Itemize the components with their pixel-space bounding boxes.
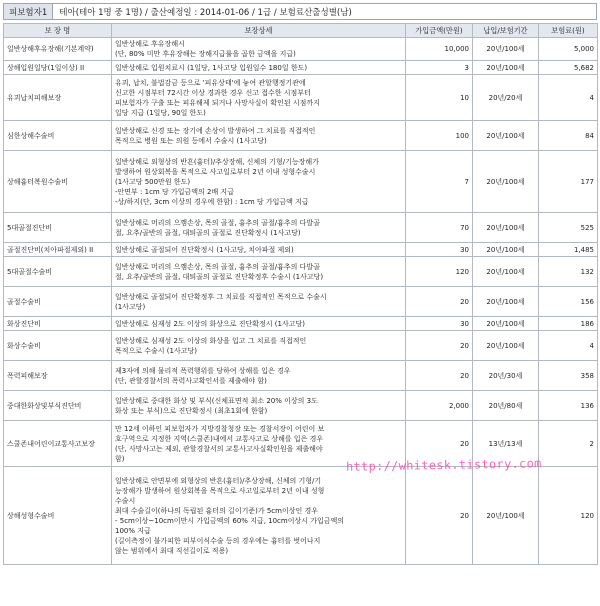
coverage-period: 20년/100세 xyxy=(473,317,539,331)
coverage-name: 5대골절수술비 xyxy=(4,257,112,287)
coverage-detail-line: 신고한 시점부터 72시간 이상 경과한 경우 신고 접수한 시점부터 xyxy=(115,88,311,97)
header-premium: 보험료(원) xyxy=(539,24,598,38)
coverage-name: 스쿨존내어린이교통사고보장 xyxy=(4,421,112,467)
coverage-name: 심한상해수술비 xyxy=(4,121,112,151)
coverage-amount: 20 xyxy=(406,467,473,565)
coverage-detail xyxy=(112,361,406,391)
coverage-name: 화상수술비 xyxy=(4,331,112,361)
coverage-amount: 100 xyxy=(406,121,473,151)
coverage-detail-line: (1사고당 500만원 한도) xyxy=(115,177,191,186)
coverage-detail-line: 일반상해로 안면부에 외형상의 반흔(흉터)/추상장해, 신체의 기형/기 xyxy=(115,476,322,485)
coverage-period: 13년/13세 xyxy=(473,421,539,467)
coverage-detail-line: 일반상해로 입원치료시 (1일당, 1사고당 입원일수 180일 한도) xyxy=(115,63,308,72)
coverage-detail-line: 유괴, 납치, 불법감금 등으로 '피유상태'에 놓여 관할행정기관에 xyxy=(115,78,306,87)
coverage-detail-line: 호구역으로 지정한 지역(스쿨존)내에서 교통사고로 상해를 입은 경우 xyxy=(115,434,324,443)
coverage-amount: 10 xyxy=(406,75,473,121)
coverage-detail xyxy=(112,317,406,331)
table-row xyxy=(4,391,598,421)
coverage-premium: 5,682 xyxy=(539,61,598,75)
table-row xyxy=(4,257,598,287)
coverage-period: 20년/100세 xyxy=(473,257,539,287)
coverage-detail xyxy=(112,243,406,257)
table-row xyxy=(4,213,598,243)
header-amount: 가입금액(만원) xyxy=(406,24,473,38)
coverage-detail-line: 일반상해로 머리의 으깸손상, 목의 골절, 흉추의 골절/흉추의 다발골 xyxy=(115,218,320,227)
coverage-premium: 4 xyxy=(539,75,598,121)
coverage-amount: 20 xyxy=(406,421,473,467)
coverage-detail xyxy=(112,121,406,151)
table-row xyxy=(4,61,598,75)
coverage-table xyxy=(3,23,598,565)
table-row xyxy=(4,38,598,61)
table-row xyxy=(4,361,598,391)
coverage-detail-line: 일반상해로 머리의 으깸손상, 목의 골절, 흉추의 골절/흉추의 다발골 xyxy=(115,262,320,271)
coverage-premium: 358 xyxy=(539,361,598,391)
coverage-period: 20년/80세 xyxy=(473,391,539,421)
coverage-detail-line: 목적으로 병원 또는 의원 등에서 수술시 (1사고당) xyxy=(115,136,267,145)
coverage-detail-line: 일반상해로 신경 또는 장기에 손상이 발생하여 그 치료를 직접적인 xyxy=(115,126,316,135)
coverage-premium: 136 xyxy=(539,391,598,421)
coverage-amount: 30 xyxy=(406,317,473,331)
coverage-detail-line: 않는 범위에서 최대 직선길이로 적용) xyxy=(115,546,229,555)
coverage-premium: 132 xyxy=(539,257,598,287)
coverage-detail xyxy=(112,213,406,243)
coverage-amount: 70 xyxy=(406,213,473,243)
coverage-amount: 10,000 xyxy=(406,38,473,61)
coverage-detail-line: 화상 또는 부식)으로 진단확정시 (최초1회에 한함) xyxy=(115,406,268,415)
coverage-name: 화상진단비 xyxy=(4,317,112,331)
coverage-detail-line: 일당 지급 (1일당, 90일 한도) xyxy=(115,108,206,117)
coverage-amount: 2,000 xyxy=(406,391,473,421)
coverage-detail xyxy=(112,467,406,565)
table-row xyxy=(4,243,598,257)
coverage-premium: 156 xyxy=(539,287,598,317)
coverage-premium: 84 xyxy=(539,121,598,151)
table-row xyxy=(4,287,598,317)
coverage-period: 20년/100세 xyxy=(473,243,539,257)
insured-info: 테아(테아 1명 중 1명) / 출산예정일 : 2014-01-06 / 1급 / 보험료산출성별(남) xyxy=(59,7,352,18)
table-row xyxy=(4,75,598,121)
coverage-name: 골절수술비 xyxy=(4,287,112,317)
coverage-detail xyxy=(112,287,406,317)
coverage-amount: 20 xyxy=(406,361,473,391)
coverage-detail-line: -안면부 : 1cm 당 가입금액의 2배 지급 xyxy=(115,187,234,196)
coverage-name: 골절진단비(치아파절제외) II xyxy=(4,243,112,257)
header-period: 납입/보험기간 xyxy=(473,24,539,38)
coverage-detail-line: 일반상해로 후유장해시 xyxy=(115,40,185,48)
header-coverage-detail: 보장상세 xyxy=(112,24,406,38)
coverage-name: 5대골절진단비 xyxy=(4,213,112,243)
coverage-detail xyxy=(112,38,406,61)
coverage-detail xyxy=(112,151,406,213)
table-header-row xyxy=(4,24,598,38)
coverage-premium: 120 xyxy=(539,467,598,565)
coverage-name: 유괴납치피해보장 xyxy=(4,75,112,121)
coverage-period: 20년/20세 xyxy=(473,75,539,121)
coverage-amount: 7 xyxy=(406,151,473,213)
coverage-detail-line: 만 12세 이하인 피보험자가 지방경찰청장 또는 경찰서장이 어린이 보 xyxy=(115,424,325,433)
coverage-amount: 20 xyxy=(406,287,473,317)
coverage-detail xyxy=(112,391,406,421)
coverage-name: 중대한화상및부식진단비 xyxy=(4,391,112,421)
coverage-detail-line: (단, 사망사고는 제외, 관할경찰서의 교통사고사실확인원을 제출해야 xyxy=(115,444,323,453)
table-row xyxy=(4,331,598,361)
coverage-premium: 186 xyxy=(539,317,598,331)
coverage-period: 20년/100세 xyxy=(473,121,539,151)
coverage-period: 20년/100세 xyxy=(473,467,539,565)
coverage-name: 폭력피해보장 xyxy=(4,361,112,391)
coverage-detail-line: (단, 관할경찰서의 폭력사고확인서를 제출해야 함) xyxy=(115,376,267,385)
coverage-detail-line: 절, 요추/골반의 골절, 대퇴골의 골절로 진단확정시 (1사고당) xyxy=(115,228,301,237)
coverage-premium: 4 xyxy=(539,331,598,361)
coverage-premium: 177 xyxy=(539,151,598,213)
coverage-detail-line: 최대 수술길이(하나의 독립된 흉터의 길이기준)가 5cm이상인 경우 xyxy=(115,506,318,515)
coverage-detail-line: 일반상해로 골절되어 진단확정시 (1사고당, 치아파절 제외) xyxy=(115,245,294,254)
coverage-detail-line: (단, 80% 미만 후유장해는 장해지급률을 곱한 금액을 지급) xyxy=(115,50,296,58)
table-row xyxy=(4,121,598,151)
coverage-period: 20년/100세 xyxy=(473,151,539,213)
coverage-premium: 2 xyxy=(539,421,598,467)
coverage-amount: 30 xyxy=(406,243,473,257)
coverage-name: 상해입원일당(1일이상) II xyxy=(4,61,112,75)
coverage-period: 20년/100세 xyxy=(473,331,539,361)
coverage-detail-line: 제3자에 의해 물리적 폭력행위를 당하여 상해를 입은 경우 xyxy=(115,366,291,375)
coverage-period: 20년/100세 xyxy=(473,287,539,317)
insured-label: 피보험자1 xyxy=(4,4,53,19)
coverage-detail-line: - 5cm이상~10cm이만시 가입금액의 60% 지급, 10cm이상시 가입금액의 xyxy=(115,516,345,525)
coverage-detail-line: 피보험자가 구출 또는 피유해제 되거나 사망사실이 확인된 시점까지 xyxy=(115,98,320,107)
watermark-url: http://whitesk.tistory.com xyxy=(345,456,542,474)
coverage-period: 20년/30세 xyxy=(473,361,539,391)
insured-info-bar xyxy=(3,3,597,20)
coverage-amount: 120 xyxy=(406,257,473,287)
coverage-detail xyxy=(112,331,406,361)
coverage-period: 20년/100세 xyxy=(473,61,539,75)
table-row xyxy=(4,151,598,213)
coverage-detail xyxy=(112,61,406,75)
coverage-detail-line: 일반상해로 외형상의 반흔(흉터)/추상장해, 신체의 기형/기능장해가 xyxy=(115,157,319,166)
coverage-detail-line: 목적으로 수술시 (1사고당) xyxy=(115,346,197,355)
coverage-premium: 1,485 xyxy=(539,243,598,257)
coverage-detail-line: 100% 지급 xyxy=(115,526,151,535)
coverage-detail xyxy=(112,257,406,287)
coverage-detail-line: 일반상해로 골절되어 진단확정후 그 치료를 직접적인 목적으로 수술시 xyxy=(115,292,327,301)
coverage-amount: 3 xyxy=(406,61,473,75)
table-row xyxy=(4,317,598,331)
coverage-detail-line: 일반상해로 심재성 2도 이상의 화상을 입고 그 치료를 직접적인 xyxy=(115,336,307,345)
coverage-detail-line: 능장해가 발생하여 원상회복을 목적으로 사고일로부터 2년 이내 성형 xyxy=(115,486,325,495)
coverage-detail-line: (1사고당) xyxy=(115,302,146,311)
coverage-detail-line: 수술시 xyxy=(115,496,136,505)
coverage-detail-line: 절, 요추/골반의 골절, 대퇴골의 골절로 진단확정후 수술시 (1사고당) xyxy=(115,272,324,281)
header-coverage-name: 보 장 명 xyxy=(4,24,112,38)
table-row xyxy=(4,467,598,565)
coverage-detail-line: (길이측정이 불가피한 피부이식수술 등의 경우에는 흉터를 벗어나지 xyxy=(115,536,321,545)
coverage-name: 일반상해후유장해(기본계약) xyxy=(4,38,112,61)
coverage-detail-line: 일반상해로 중대한 화상 및 부식(신체표면적 최소 20% 이상의 3도 xyxy=(115,396,318,405)
coverage-period: 20년/100세 xyxy=(473,38,539,61)
coverage-detail-line: -상/하지(단, 3cm 이상의 경우에 한함) : 1cm 당 가입금액 지급 xyxy=(115,197,309,206)
coverage-detail xyxy=(112,75,406,121)
coverage-name: 상해흉터복원수술비 xyxy=(4,151,112,213)
coverage-premium: 5,000 xyxy=(539,38,598,61)
coverage-period: 20년/100세 xyxy=(473,213,539,243)
coverage-detail-line: 발생하여 원상회복을 목적으로 사고일로부터 2년 이내 성형수술시 xyxy=(115,167,316,176)
coverage-name: 상해성형수술비 xyxy=(4,467,112,565)
coverage-detail-line: 일반상해로 심재성 2도 이상의 화상으로 진단확정시 (1사고당) xyxy=(115,319,306,328)
coverage-premium: 525 xyxy=(539,213,598,243)
coverage-amount: 20 xyxy=(406,331,473,361)
coverage-detail-line: 함) xyxy=(115,454,125,463)
